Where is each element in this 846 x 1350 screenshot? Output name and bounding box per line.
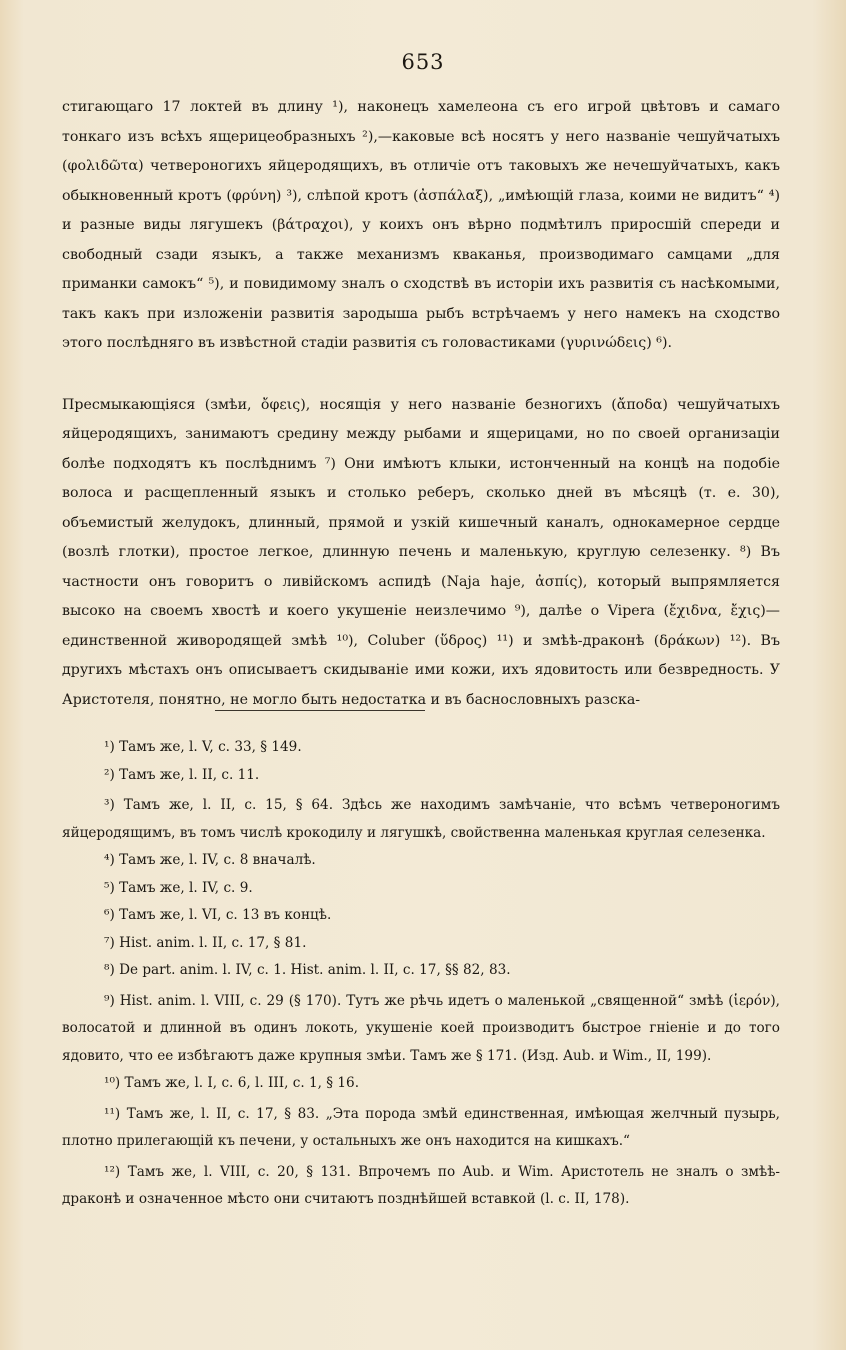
footnote-mark: ⁷) bbox=[104, 934, 115, 951]
footnote-mark: ²) bbox=[104, 766, 115, 783]
footnote-text: De part. anim. l. IV, c. 1. Hist. anim. l. II, c. 17, §§ 82, 83. bbox=[119, 962, 511, 978]
footnote-text: Hist. anim. l. II, c. 17, § 81. bbox=[119, 934, 307, 951]
footnote-4 bbox=[62, 847, 780, 875]
footnote-mark: ¹) bbox=[104, 739, 115, 755]
main-text bbox=[62, 93, 780, 715]
footnote-text: Hist. anim. l. VIII, c. 29 (§ 170). Тутъ же рѣчь идетъ о маленькой „священной“ змѣѣ (ἱερόν), волосатой и длинной въ одинъ локоть, укушеніе коей производитъ быстрое гніеніе и до того ядовито, что ее избѣгаютъ даже крупныя змѣи. Тамъ же § 171. (Изд. Aub. и Wim., II, 199). bbox=[62, 992, 780, 1064]
footnote-3 bbox=[62, 792, 780, 847]
footnote-text: Тамъ же, l. IV, c. 8 вначалѣ. bbox=[119, 852, 316, 868]
footnote-7 bbox=[62, 930, 780, 958]
footnote-text: Тамъ же, l. VI, c. 13 въ концѣ. bbox=[119, 907, 332, 923]
footnote-mark: ⁶) bbox=[104, 907, 115, 923]
footnote-mark: ⁵) bbox=[104, 879, 115, 896]
footnote-divider bbox=[215, 710, 425, 711]
footnote-8 bbox=[62, 957, 780, 985]
footnote-text: Тамъ же, l. I, c. 6, l. III, c. 1, § 16. bbox=[124, 1075, 360, 1091]
footnote-text: Тамъ же, l. V, c. 33, § 149. bbox=[119, 739, 302, 755]
footnote-11 bbox=[62, 1101, 780, 1156]
footnote-6 bbox=[62, 902, 780, 930]
footnote-mark: ¹⁰) bbox=[104, 1075, 121, 1091]
footnote-text: Тамъ же, l. VIII, c. 20, § 131. Впрочемъ по Aub. и Wim. Аристотель не зналъ о змѣѣ-драконѣ и означенное мѣсто они считаютъ позднѣйшей вставкой (l. c. II, 178). bbox=[62, 1163, 780, 1207]
footnote-text: Тамъ же, l. II, c. 15, § 64. Здѣсь же находимъ замѣчаніе, что всѣмъ четвероногимъ яйцеродящимъ, въ томъ числѣ крокодилу и лягушкѣ, свойственна маленькая круглая селезенка. bbox=[62, 797, 781, 841]
footnote-9 bbox=[62, 988, 780, 1071]
footnote-1 bbox=[62, 734, 780, 762]
paragraph-reptiles: Пресмыкающіяся (змѣи, ὄφεις), носящія у него названіе безногихъ (ἄποδα) чешуйчатыхъ яйцеродящихъ, занимаютъ средину между рыбами и ящерицами, но по своей организаціи болѣе подходятъ къ послѣднимъ ⁷) Они имѣютъ клыки, истонченный на концѣ на подобіе волоса и расщепленный языкъ и столько реберъ, сколько дней въ мѣсяцѣ (т. е. 30), объемистый желудокъ, длинный, прямой и узкій кишечный каналъ, однокамерное сердце (возлѣ глотки), простое легкое, длинную печень и маленькую, круглую селезенку. ⁸) Въ частности онъ говоритъ о ливійскомъ аспидѣ (Naja haje, ἀσπίς), который выпрямляется высоко на своемъ хвостѣ и коего укушеніе неизлечимо ⁹), далѣе о Vipera (ἔχιδνα, ἔχις)—единственной живородящей змѣѣ ¹⁰), Coluber (ὕδρος) ¹¹) и змѣѣ-драконѣ (δράκων) ¹²). Въ другихъ мѣстахъ онъ описываетъ скидываніе ими кожи, ихъ ядовитость или безвредность. У Аристотеля, понятно, не могло быть недостатка и въ баснословныхъ разска- bbox=[62, 396, 780, 708]
footnote-12 bbox=[62, 1159, 780, 1214]
footnotes bbox=[62, 734, 780, 1214]
paragraph-chameleons-frogs: стигающаго 17 локтей въ длину ¹), наконецъ хамелеона съ его игрой цвѣтовъ и самаго тонкаго изъ всѣхъ ящерицеобразныхъ ²),—каковые всѣ носятъ у него названіе чешуйчатыхъ (φολιδῶτα) четвероногихъ яйцеродящихъ, въ отличіе отъ таковыхъ же нечешуйчатыхъ, какъ обыкновенный кротъ (φρύνη) ³), слѣпой кротъ (ἀσπάλαξ), „имѣющій глаза, коими не видитъ“ ⁴) и разные виды лягушекъ (βάτραχοι), у коихъ онъ вѣрно подмѣтилъ приросшій спереди и свободный сзади языкъ, а также механизмъ кваканья, производимаго самцами „для приманки самокъ“ ⁵), и повидимому зналъ о сходствѣ въ исторіи ихъ развитія съ насѣкомыми, такъ какъ при изложеніи развитія зародыша рыбъ встрѣчаемъ у него намекъ на сходство этого послѣдняго въ извѣстной стадіи развитія съ головастиками (γυρινώδεις) ⁶). bbox=[62, 99, 780, 351]
footnote-10 bbox=[62, 1070, 780, 1098]
footnote-text: Тамъ же, l. IV, c. 9. bbox=[119, 879, 253, 896]
footnote-mark: ¹²) bbox=[104, 1163, 121, 1180]
footnote-2 bbox=[62, 762, 780, 790]
footnote-mark: ⁴) bbox=[104, 852, 115, 868]
footnote-mark: ⁹) bbox=[104, 992, 115, 1009]
footnote-mark: ¹¹) bbox=[104, 1105, 121, 1122]
footnote-text: Тамъ же, l. II, c. 11. bbox=[119, 766, 260, 783]
footnote-mark: ⁸) bbox=[104, 962, 115, 978]
footnote-5 bbox=[62, 875, 780, 903]
page-number: 653 bbox=[401, 50, 445, 74]
footnote-text: Тамъ же, l. II, c. 17, § 83. „Эта порода змѣй единственная, имѣющая желчный пузырь, плотно прилегающій къ печени, у остальныхъ же онъ находится на кишкахъ.“ bbox=[62, 1105, 780, 1149]
footnote-mark: ³) bbox=[104, 797, 115, 813]
